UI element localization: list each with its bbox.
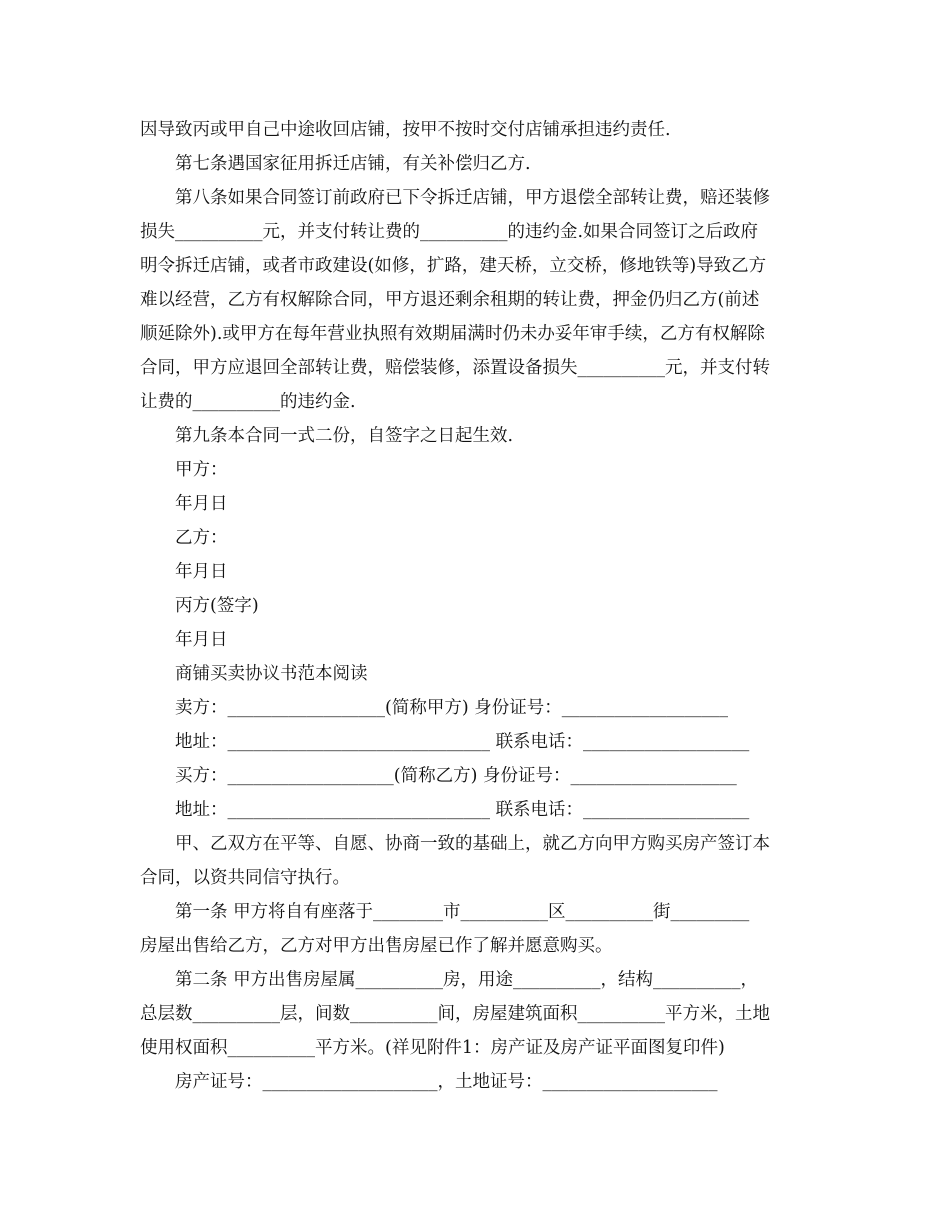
text-line: 总层数__________层，间数__________间，房屋建筑面积__________平方米，土地: [140, 1004, 770, 1024]
text-line: 房屋出售给乙方，乙方对甲方出售房屋已作了解并愿意购买。: [140, 936, 613, 956]
text-line: 地址：______________________________ 联系电话：___________________: [175, 732, 750, 752]
text-line: 买方：___________________(简称乙方) 身份证号：___________________: [175, 766, 737, 786]
text-line: 合同，甲方应退回全部转让费，赔偿装修，添置设备损失__________元，并支付转: [140, 358, 770, 378]
text-line: 损失__________元，并支付转让费的__________的违约金.如果合同签订之后政府: [140, 222, 759, 242]
text-line: 第二条 甲方出售房屋属__________房，用途__________，结构__________，: [175, 970, 759, 990]
text-line: 使用权面积__________平方米。(祥见附件1：房产证及房产证平面图复印件): [140, 1038, 725, 1058]
text-line: 第一条 甲方将自有座落于________市__________区__________街_________: [175, 902, 750, 922]
text-line: 房产证号：____________________，土地证号：____________________: [175, 1072, 718, 1092]
text-line: 第八条如果合同签订前政府已下令拆迁店铺，甲方退偿全部转让费，赔还装修: [175, 188, 770, 208]
text-line: 明令拆迁店铺，或者市政建设(如修，扩路，建天桥，立交桥，修地铁等)导致乙方: [140, 256, 767, 276]
text-line: 年月日: [175, 494, 228, 514]
text-line: 因导致丙或甲自己中途收回店铺，按甲不按时交付店铺承担违约责任.: [140, 120, 671, 140]
text-line: 年月日: [175, 562, 228, 582]
text-line: 年月日: [175, 630, 228, 650]
text-line: 第九条本合同一式二份，自签字之日起生效.: [175, 426, 514, 446]
text-line: 甲方：: [175, 460, 228, 480]
text-line: 乙方：: [175, 528, 228, 548]
text-line: 地址：______________________________ 联系电话：___________________: [175, 800, 750, 820]
text-line: 顺延除外).或甲方在每年营业执照有效期届满时仍未办妥年审手续，乙方有权解除: [140, 324, 765, 344]
text-line: 合同，以资共同信守执行。: [140, 868, 350, 888]
text-line: 第七条遇国家征用拆迁店铺，有关补偿归乙方.: [175, 154, 531, 174]
text-line: 甲、乙双方在平等、自愿、协商一致的基础上，就乙方向甲方购买房产签订本: [175, 834, 770, 854]
text-line: 让费的__________的违约金.: [140, 392, 356, 412]
text-line: 卖方：__________________(简称甲方) 身份证号：___________________: [175, 698, 728, 718]
text-line: 丙方(签字): [175, 596, 259, 616]
text-line: 难以经营，乙方有权解除合同，甲方退还剩余租期的转让费，押金仍归乙方(前述: [140, 290, 760, 310]
text-line: 商铺买卖协议书范本阅读: [175, 664, 368, 684]
